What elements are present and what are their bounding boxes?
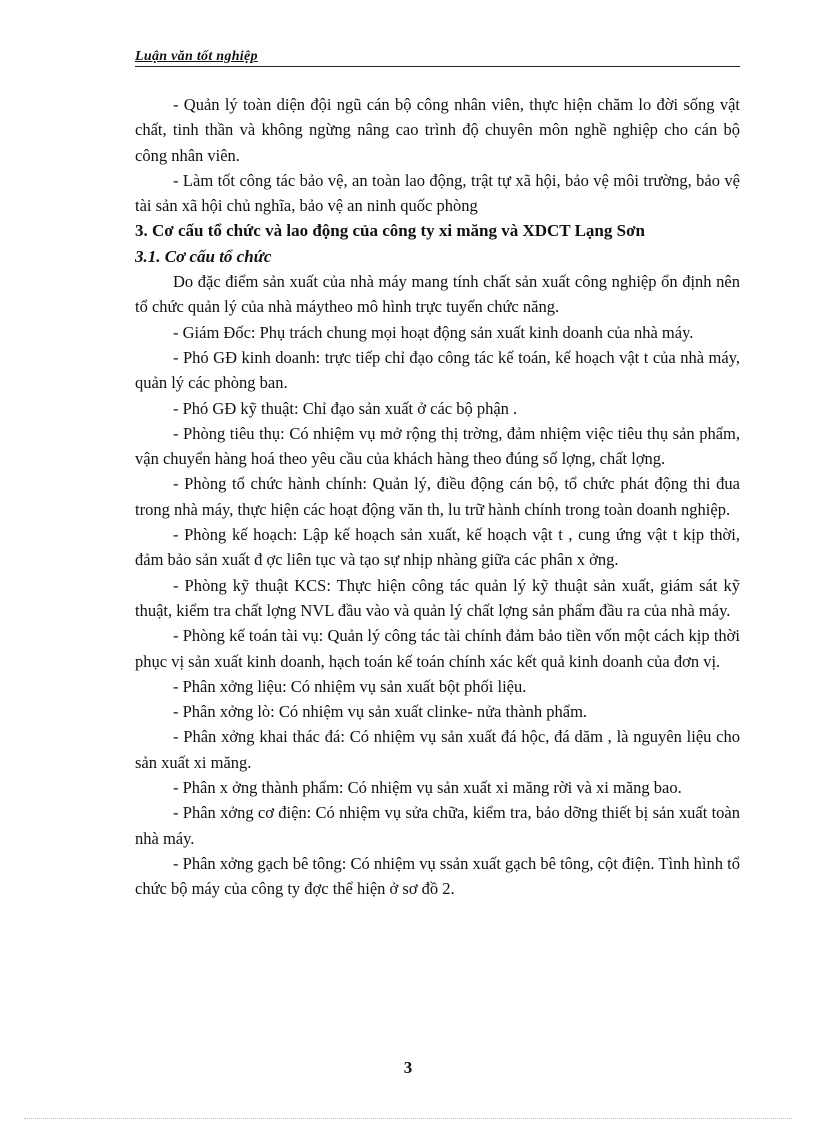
paragraph: - Giám Đốc: Phụ trách chung mọi hoạt động sản xuất kinh doanh của nhà máy. [173,322,694,342]
paragraph: - Phòng kế hoạch: Lập kế hoạch sản xuất, kế hoạch vật t , cung ứng vật t kịp thời, đảm bảo sản xuất đ ợc liên tục và tạo sự nhịp nhàng giữa các phân x ởng. [135,525,740,570]
paragraph: - Làm tốt công tác bảo vệ, an toàn lao động, trật tự xã hội, bảo vệ môi trường, bảo vệ tài sản xã hội chủ nghĩa, bảo vệ an ninh quốc phòng [135,170,740,216]
paragraph: - Phân x ởng thành phẩm: Có nhiệm vụ sản xuất xi măng rời và xi măng bao. [173,778,682,798]
page-number: 3 [403,1058,413,1077]
page-header [135,48,740,67]
paragraph: - Phòng tiêu thụ: Có nhiệm vụ mở rộng thị trờng, đảm nhiệm việc tiêu thụ sản phẩm, vận chuyển hàng hoá theo yêu cầu của khách hàng theo đúng số lợng, chất lợng. [135,423,740,469]
paragraph: Do đặc điểm sản xuất của nhà máy mang tính chất sản xuất công nghiệp ổn định nên tổ chức quản lý của nhà máytheo mô hình trực tuyến chức năng. [135,272,740,317]
paragraph: - Phó GĐ kỹ thuật: Chỉ đạo sản xuất ở các bộ phận . [173,398,518,418]
section-heading: 3. Cơ cấu tổ chức và lao động của công ty xi măng và XDCT Lạng Sơn [135,221,645,241]
header-title: Luận văn tốt nghiệp [135,49,258,64]
paragraph: - Phòng tổ chức hành chính: Quản lý, điều động cán bộ, tổ chức phát động thi đua trong nhà máy, thực hiện các hoạt động văn th, lu trữ hành chính trong toàn doanh nghiệp. [135,474,740,519]
paragraph: - Phân xởng cơ điện: Có nhiệm vụ sửa chữa, kiểm tra, bảo dỡng thiết bị sản xuất toàn nhà máy. [135,803,740,848]
paragraph: - Phân xởng gạch bê tông: Có nhiệm vụ ssản xuất gạch bê tông, cột điện. Tình hình tổ chức bộ máy của công ty đợc thể hiện ở sơ đồ 2. [135,853,740,899]
paragraph: - Quản lý toàn diện đội ngũ cán bộ công nhân viên, thực hiện chăm lo đời sống vật chất, tinh thần và không ngừng nâng cao trình độ chuyên môn nghề nghiệp cho cán bộ công nhân viên. [135,95,740,165]
footer-divider [24,1118,792,1119]
paragraph: - Phân xởng lò: Có nhiệm vụ sản xuất clinke- nửa thành phẩm. [173,702,588,722]
paragraph: - Phó GĐ kinh doanh: trực tiếp chỉ đạo công tác kế toán, kế hoạch vật t của nhà máy, quản lý các phòng ban. [135,347,740,393]
paragraph: - Phòng kế toán tài vụ: Quản lý công tác tài chính đảm bảo tiền vốn một cách kịp thời phục vị sản xuất kinh doanh, hạch toán kế toán chính xác kết quả kinh doanh của đơn vị. [135,626,740,671]
document-body [135,92,740,902]
paragraph: - Phòng kỹ thuật KCS: Thực hiện công tác quản lý kỹ thuật sản xuất, giám sát kỹ thuật, kiểm tra chất lợng NVL đầu vào và quản lý chất lợng sản phẩm đầu ra của nhà máy. [135,575,740,620]
subsection-heading: 3.1. Cơ cấu tổ chức [135,246,272,266]
paragraph: - Phân xởng khai thác đá: Có nhiệm vụ sản xuất đá hộc, đá dăm , là nguyên liệu cho sản xuất xi măng. [135,727,740,772]
paragraph: - Phân xởng liệu: Có nhiệm vụ sản xuất bột phối liệu. [173,676,527,696]
